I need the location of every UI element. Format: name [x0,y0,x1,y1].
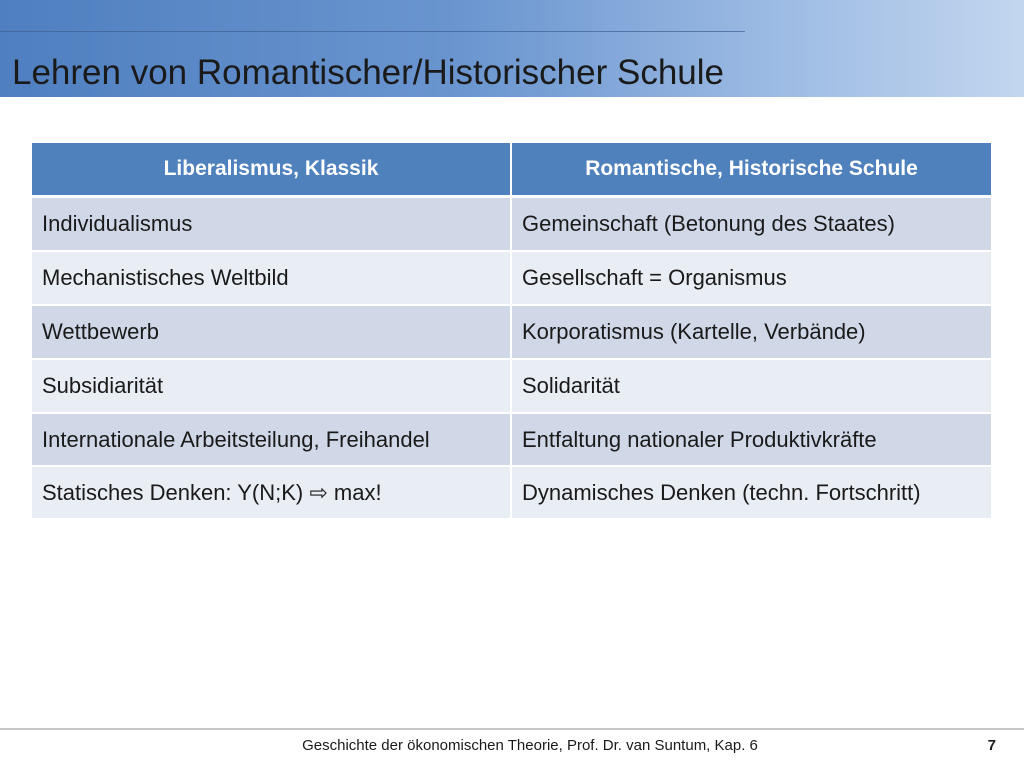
title-rule [0,31,745,32]
slide-title: Lehren von Romantischer/Historischer Schule [12,53,724,92]
table-cell: Dynamisches Denken (techn. Fortschritt) [511,466,991,519]
table-header-row [32,143,991,197]
table-row [32,305,991,359]
table-cell: Statisches Denken: Y(N;K) ⇨ max! [32,466,511,519]
table-row [32,466,991,519]
table-cell: Subsidiarität [32,359,511,413]
comparison-table [32,143,991,520]
footer-divider [0,728,1024,730]
table-row [32,359,991,413]
table-cell: Korporatismus (Kartelle, Verbände) [511,305,991,359]
table-cell: Individualismus [32,197,511,252]
table-row [32,251,991,305]
table-cell: Solidarität [511,359,991,413]
column-header-romantische-schule: Romantische, Historische Schule [511,143,991,197]
table-cell: Wettbewerb [32,305,511,359]
table-cell: Gesellschaft = Organismus [511,251,991,305]
table-cell: Gemeinschaft (Betonung des Staates) [511,197,991,252]
footer-text: Geschichte der ökonomischen Theorie, Prof. Dr. van Suntum, Kap. 6 [302,737,758,754]
table-cell: Internationale Arbeitsteilung, Freihandel [32,413,511,466]
table-cell: Mechanistisches Weltbild [32,251,511,305]
column-header-liberalismus: Liberalismus, Klassik [32,143,511,197]
page-number: 7 [987,737,996,754]
table-cell: Entfaltung nationaler Produktivkräfte [511,413,991,466]
comparison-table-wrapper [32,143,991,520]
table-row [32,413,991,466]
table-row [32,197,991,252]
